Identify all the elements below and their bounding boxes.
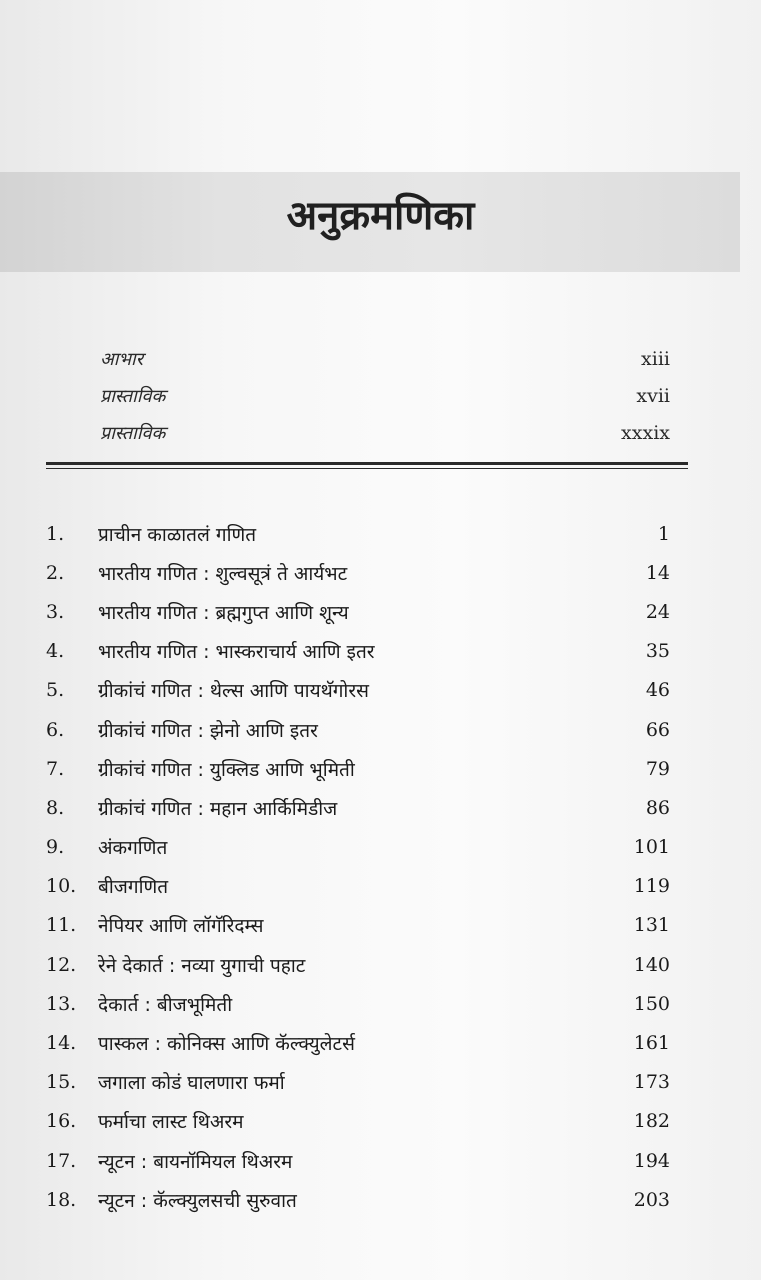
chapter-row[interactable] [46,828,670,867]
chapter-title: ग्रीकांचं गणित : झेनो आणि इतर [98,719,318,742]
chapter-title: ग्रीकांचं गणित : युक्लिड आणि भूमिती [98,758,355,781]
chapter-page: 131 [633,914,670,937]
chapter-title: प्राचीन काळातलं गणित [98,523,257,546]
chapter-number: 11. [46,914,77,937]
chapter-page: 66 [645,718,670,741]
front-matter-label: प्रास्ताविक [100,385,166,407]
chapter-row[interactable] [46,514,670,553]
chapter-number: 2. [46,561,65,584]
chapter-number: 3. [46,600,65,623]
chapter-row[interactable] [46,710,670,749]
chapter-number: 15. [46,1071,77,1094]
chapter-title: पास्कल : कोनिक्स आणि कॅल्क्युलेटर्स [98,1033,355,1056]
chapter-page: 14 [645,561,670,584]
page-title: अनुक्रमणिका [286,193,475,239]
chapter-page: 140 [633,953,670,976]
chapter-number: 6. [46,718,65,741]
front-matter-page: xvii [636,384,670,407]
chapter-title: रेने देकार्त : नव्या युगाची पहाट [98,954,306,977]
front-matter-item[interactable] [100,377,670,414]
chapter-row[interactable] [46,906,670,945]
chapter-page: 79 [645,757,670,780]
chapter-title: अंकगणित [98,837,168,860]
chapter-title: बीजगणित [98,876,169,899]
chapter-number: 5. [46,679,65,702]
chapter-number: 9. [46,836,65,859]
chapter-title: फर्माचा लास्ट थिअरम [98,1111,244,1134]
chapter-title: न्यूटन : बायनॉमियल थिअरम [98,1150,293,1173]
chapter-page: 194 [633,1149,670,1172]
chapter-row[interactable] [46,553,670,592]
chapter-row[interactable] [46,945,670,984]
front-matter-list [100,340,670,451]
chapter-number: 16. [46,1110,77,1133]
chapter-page: 46 [645,679,670,702]
chapter-title: ग्रीकांचं गणित : महान आर्किमिडीज [98,797,338,820]
chapter-row[interactable] [46,1180,670,1219]
chapter-row[interactable] [46,632,670,671]
chapter-title: भारतीय गणित : ब्रह्मगुप्त आणि शून्य [98,601,349,624]
chapter-title: देकार्त : बीजभूमिती [98,993,233,1016]
chapter-number: 17. [46,1149,77,1172]
chapter-title: भारतीय गणित : शुल्वसूत्रं ते आर्यभट [98,562,348,585]
chapter-row[interactable] [46,1023,670,1062]
chapter-page: 161 [633,1032,670,1055]
chapter-number: 1. [46,522,65,545]
chapter-title: जगाला कोडं घालणारा फर्मा [98,1072,285,1095]
chapter-row[interactable] [46,749,670,788]
chapter-row[interactable] [46,671,670,710]
chapter-row[interactable] [46,984,670,1023]
chapter-list [46,514,670,1219]
chapter-page: 182 [633,1110,670,1133]
chapter-title: न्यूटन : कॅल्क्युलसची सुरुवात [98,1189,297,1212]
chapter-row[interactable] [46,1102,670,1141]
front-matter-page: xiii [641,347,670,370]
chapter-page: 1 [657,522,670,545]
chapter-title: भारतीय गणित : भास्कराचार्य आणि इतर [98,641,375,664]
chapter-row[interactable] [46,867,670,906]
chapter-page: 173 [633,1071,670,1094]
chapter-row[interactable] [46,788,670,827]
chapter-row[interactable] [46,1063,670,1102]
chapter-number: 8. [46,796,65,819]
chapter-row[interactable] [46,1141,670,1180]
chapter-row[interactable] [46,592,670,631]
chapter-number: 4. [46,640,65,663]
chapter-number: 14. [46,1032,77,1055]
chapter-page: 101 [633,836,670,859]
chapter-number: 18. [46,1188,77,1211]
front-matter-label: आभार [100,348,144,370]
chapter-page: 86 [645,796,670,819]
front-matter-item[interactable] [100,340,670,377]
chapter-page: 35 [645,640,670,663]
divider-thin [46,468,688,469]
front-matter-item[interactable] [100,414,670,451]
chapter-page: 119 [633,875,670,898]
chapter-page: 203 [633,1188,670,1211]
divider-thick [46,462,688,465]
chapter-page: 24 [645,600,670,623]
chapter-page: 150 [633,992,670,1015]
front-matter-page: xxxix [621,421,670,444]
chapter-number: 13. [46,992,77,1015]
chapter-number: 10. [46,875,77,898]
chapter-title: नेपियर आणि लॉगॅरिदम्स [98,915,264,938]
chapter-number: 7. [46,757,65,780]
chapter-number: 12. [46,953,77,976]
front-matter-label: प्रास्ताविक [100,422,166,444]
chapter-title: ग्रीकांचं गणित : थेल्स आणि पायथॅगोरस [98,680,369,703]
